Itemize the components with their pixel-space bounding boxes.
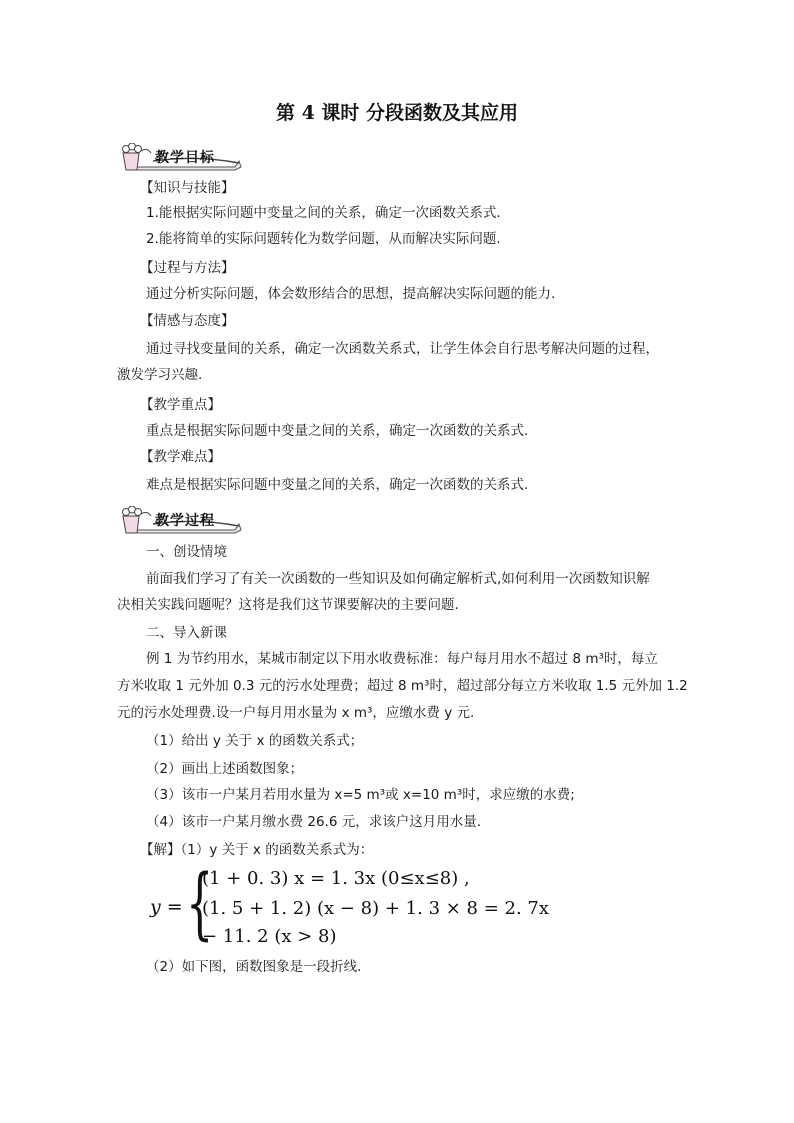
example-line-b: 方米收取 1 元外加 0.3 元的污水处理费；超过 8 m³时，超过部分每立方米收取 1.5 元外加 1.2	[117, 678, 688, 694]
question-4: （4）该市一户某月缴水费 26.6 元，求该户这月用水量.	[146, 814, 482, 830]
solution-intro: 【解】（1）y 关于 x 的函数关系式为：	[140, 842, 374, 858]
focus-heading: 【教学重点】	[140, 397, 221, 413]
solution-part-2: （2）如下图，函数图象是一段折线.	[146, 959, 362, 975]
section-banner-goals	[117, 143, 242, 173]
process-method-heading: 【过程与方法】	[140, 260, 235, 276]
part1-paragraph-b: 决相关实践问题呢？这将是我们这节课要解决的主要问题.	[117, 597, 459, 613]
focus-item-1: 重点是根据实际问题中变量之间的关系，确定一次函数的关系式.	[146, 423, 529, 439]
page-title: 第 4 课时 分段函数及其应用	[275, 102, 519, 124]
formula-row-3: − 11. 2 (x > 8)	[202, 926, 337, 947]
question-1: （1）给出 y 关于 x 的函数关系式；	[146, 733, 364, 749]
piecewise-formula	[150, 859, 570, 950]
left-brace-icon: {	[186, 859, 214, 949]
difficulty-item-1: 难点是根据实际问题中变量之间的关系，确定一次函数的关系式.	[146, 477, 529, 493]
example-line-a: 例 1 为节约用水，某城市制定以下用水收费标准：每户每月用水不超过 8 m³时，每立	[146, 651, 658, 667]
formula-row-1: (1 + 0. 3) x = 1. 3x (0≤x≤8) ,	[202, 868, 470, 889]
attitude-item-1b: 激发学习兴趣.	[117, 367, 203, 383]
knowledge-item-1: 1.能根据实际问题中变量之间的关系，确定一次函数关系式.	[146, 205, 501, 221]
part2-heading: 二、导入新课	[146, 625, 227, 641]
section-banner-label: 教学目标	[155, 150, 215, 166]
section-banner-process	[117, 506, 242, 536]
question-3: （3）该市一户某月若用水量为 x=5 m³或 x=10 m³时，求应缴的水费;	[146, 787, 575, 803]
part1-heading: 一、创设情境	[146, 544, 227, 560]
question-2: （2）画出上述函数图象；	[146, 761, 304, 777]
formula-lhs: y =	[150, 896, 183, 918]
knowledge-heading: 【知识与技能】	[140, 180, 235, 196]
knowledge-item-2: 2.能将简单的实际问题转化为数学问题，从而解决实际问题.	[146, 231, 501, 247]
process-method-item-1: 通过分析实际问题，体会数形结合的思想，提高解决实际问题的能力.	[146, 286, 556, 302]
formula-row-2: (1. 5 + 1. 2) (x − 8) + 1. 3 × 8 = 2. 7x	[202, 898, 550, 919]
part1-paragraph-a: 前面我们学习了有关一次函数的一些知识及如何确定解析式,如何利用一次函数知识解	[146, 571, 650, 587]
difficulty-heading: 【教学难点】	[140, 449, 221, 465]
example-line-c: 元的污水处理费.设一户每月用水量为 x m³，应缴水费 y 元.	[117, 705, 475, 721]
section-banner-label: 教学过程	[155, 513, 215, 529]
attitude-heading: 【情感与态度】	[140, 313, 235, 329]
attitude-item-1a: 通过寻找变量间的关系，确定一次函数关系式，让学生体会自行思考解决问题的过程，	[146, 341, 659, 357]
